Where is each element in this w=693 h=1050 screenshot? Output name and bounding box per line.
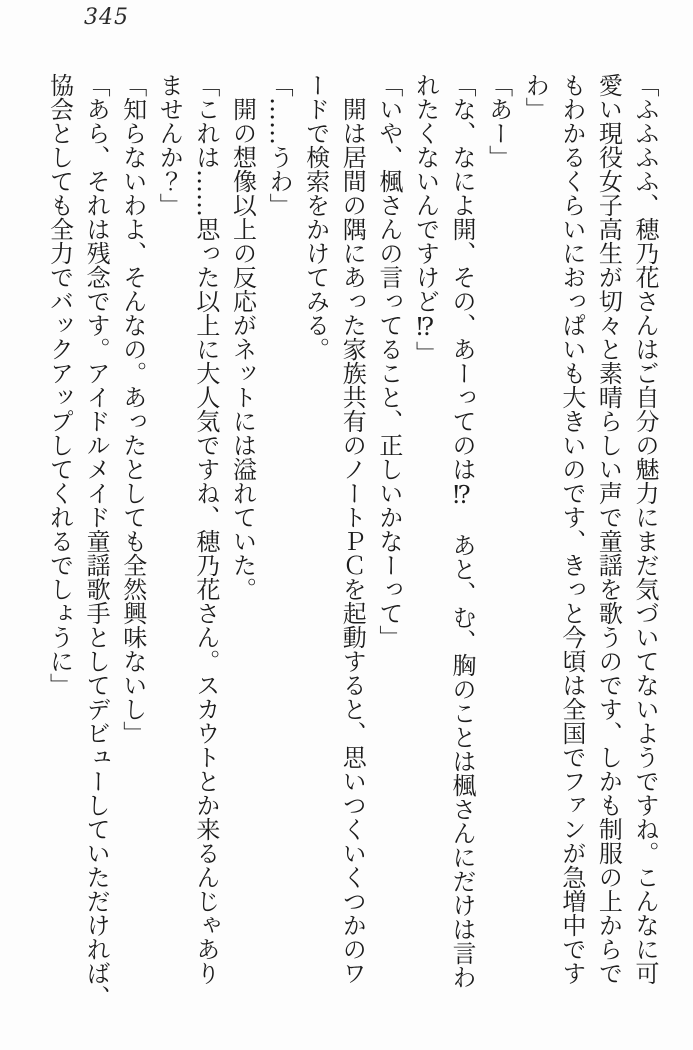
- text-column: 愛い現役女子高生が切々と素晴らしい声で童謡を歌うのです、しかも制服の上からで: [594, 73, 623, 985]
- text-column: 開の想像以上の反応がネットには溢れていた。: [228, 73, 257, 601]
- text-column: れたくないんですけど⁉」: [411, 73, 440, 365]
- text-column: 「いや、楓さんの言ってること、正しいかなーって」: [374, 73, 403, 649]
- text-column: 「これは……思った以上に大人気ですね、穂乃花さん。スカウトとか来るんじゃあり: [191, 73, 220, 985]
- text-column: 協会としても全力でバックアップしてくれるでしょうに」: [45, 73, 74, 697]
- text-column: 「な、なによ開、その、あーってのは⁉ あと、む、胸のことは楓さんにだけは言わ: [448, 73, 477, 989]
- text-column: ードで検索をかけてみる。: [301, 73, 330, 361]
- vertical-text-block: [41, 73, 663, 1023]
- text-column: 「知らないわよ、そんなの。あったとしても全然興味ないし」: [118, 73, 147, 745]
- text-column: 「……うわ」: [265, 73, 294, 217]
- text-column: 開は居間の隅にあった家族共有のノートＰＣを起動すると、思いつくいくつかのワ: [338, 73, 367, 985]
- text-column: もわかるくらいにおっぱいも大きいのです、きっと今頃は全国でファンが急増中です: [557, 73, 586, 985]
- text-column: わ」: [521, 73, 550, 121]
- text-column: ませんか？」: [155, 73, 184, 217]
- text-column: 「ふふふふ、穂乃花さんはご自分の魅力にまだ気づいてないようですね。こんなに可: [631, 73, 659, 985]
- text-column: 「あら、それは残念です。アイドルメイド童謡歌手としてデビューしていただければ、: [82, 73, 111, 1009]
- page-number: 345: [84, 5, 129, 30]
- text-column: 「あー」: [484, 73, 513, 169]
